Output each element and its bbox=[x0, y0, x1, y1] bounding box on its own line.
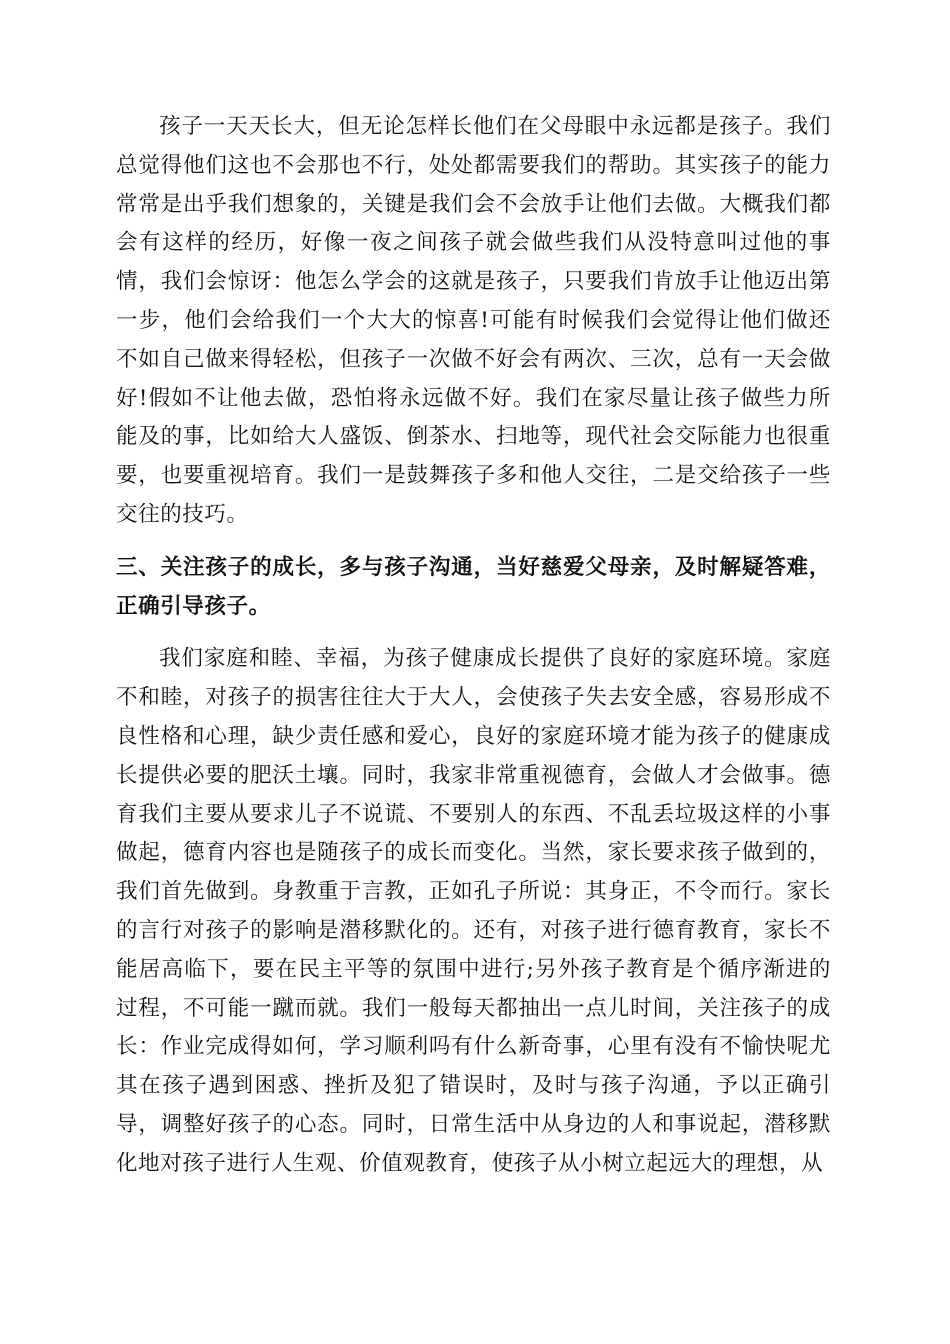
body-paragraph-family-environment: 我们家庭和睦、幸福，为孩子健康成长提供了良好的家庭环境。家庭不和睦，对孩子的损害往往大于大人，会使孩子失去安全感，容易形成不良性格和心理，缺少责任感和爱心，良好的家庭环境才能为孩子的健康成长提供必要的肥沃土壤。同时，我家非常重视德育，会做人才会做事。德育我们主要从要求儿子不说谎、不要别人的东西、不乱丢垃圾这样的小事做起，德育内容也是随孩子的成长而变化。当然，家长要求孩子做到的，我们首先做到。身教重于言教，正如孔子所说：其身正，不令而行。家长的言行对孩子的影响是潜移默化的。还有，对孩子进行德育教育，家长不能居高临下，要在民主平等的氛围中进行;另外孩子教育是个循序渐进的过程，不可能一蹴而就。我们一般每天都抽出一点儿时间，关注孩子的成长：作业完成得如何，学习顺利吗有什么新奇事，心里有没有不愉快呢尤其在孩子遇到困惑、挫折及犯了错误时，及时与孩子沟通，予以正确引导，调整好孩子的心态。同时，日常生活中从身边的人和事说起，潜移默化地对孩子进行人生观、价值观教育，使孩子从小树立起远大的理想，从 bbox=[116, 646, 831, 1176]
body-paragraph-independence: 孩子一天天长大，但无论怎样长他们在父母眼中永远都是孩子。我们总觉得他们这也不会那也不行，处处都需要我们的帮助。其实孩子的能力常常是出乎我们想象的，关键是我们会不会放手让他们去做。大概我们都会有这样的经历，好像一夜之间孩子就会做些我们从没特意叫过他的事情，我们会惊讶：他怎么学会的这就是孩子，只要我们肯放手让他迈出第一步，他们会给我们一个大大的惊喜!可能有时候我们会觉得让他们做还不如自己做来得轻松，但孩子一次做不好会有两次、三次，总有一天会做好!假如不让他去做，恐怕将永远做不好。我们在家尽量让孩子做些力所能及的事，比如给大人盛饭、倒茶水、扫地等，现代社会交际能力也很重要，也要重视培育。我们一是鼓舞孩子多和他人交往，二是交给孩子一些交往的技巧。 bbox=[116, 114, 831, 527]
section-heading-3: 三、关注孩子的成长，多与孩子沟通，当好慈爱父母亲，及时解疑答难，正确引导孩子。 bbox=[116, 554, 831, 619]
document-page bbox=[116, 108, 831, 1184]
